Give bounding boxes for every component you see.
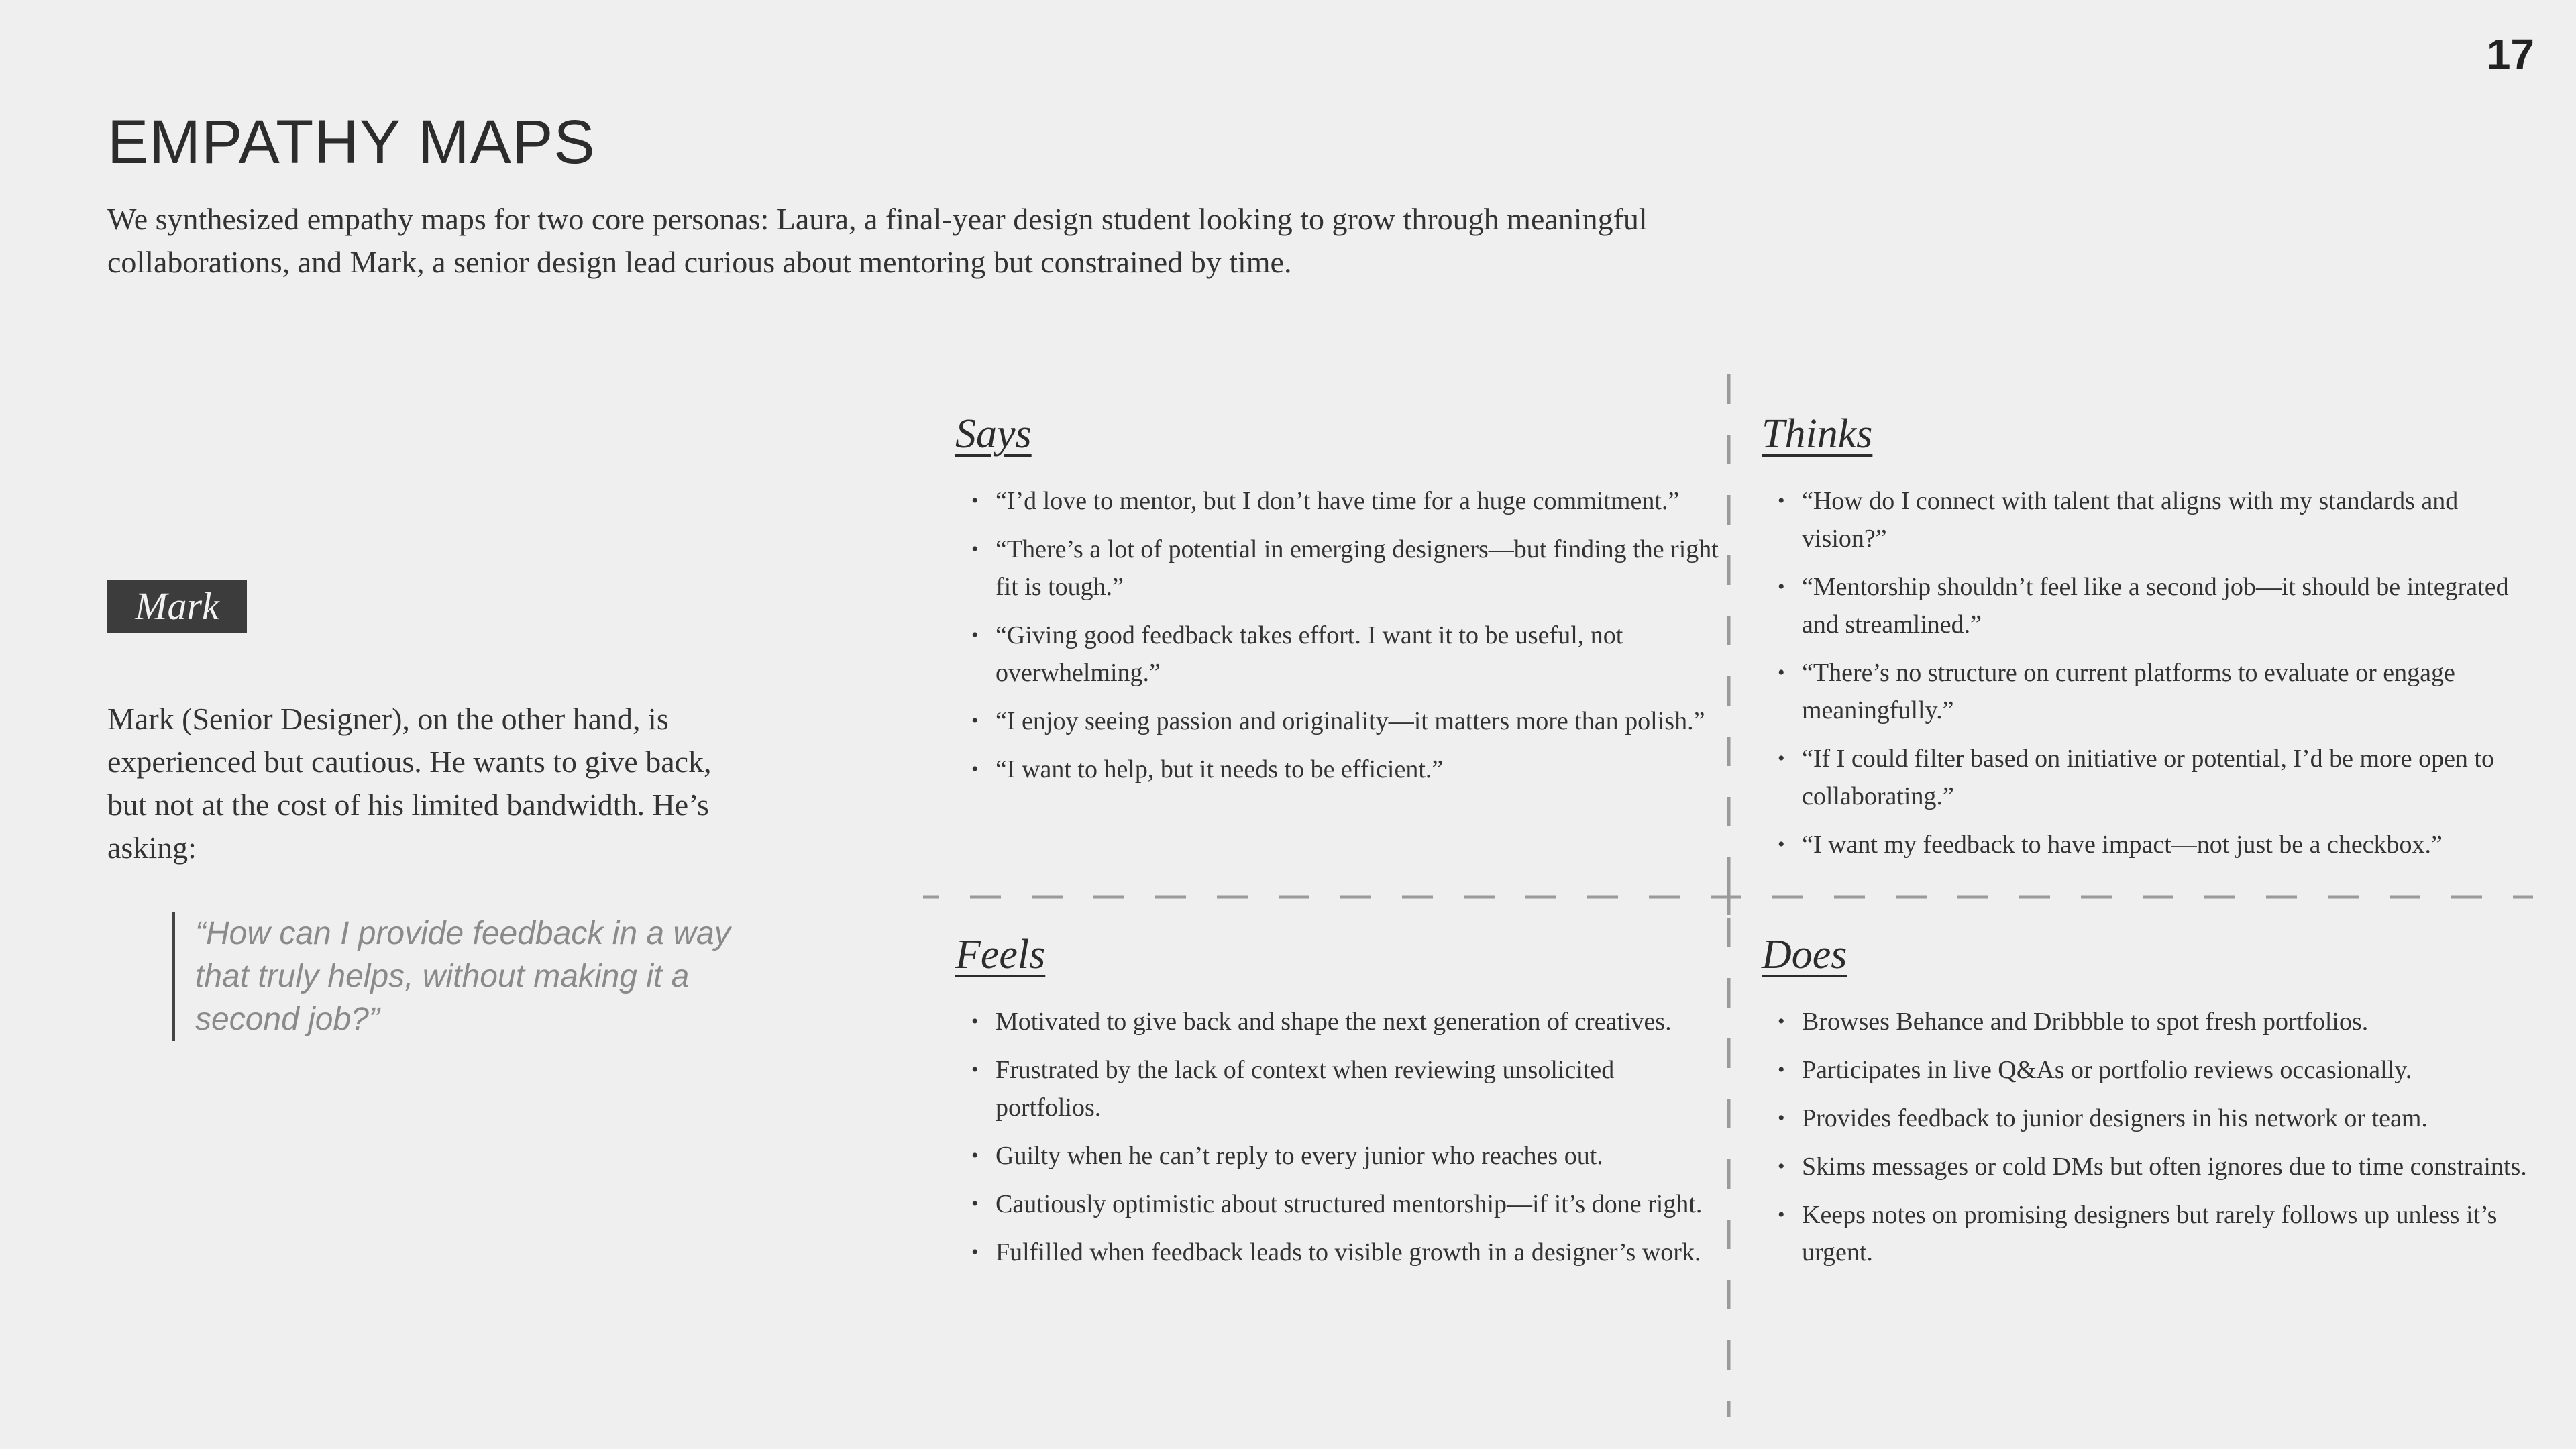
list-item: • “Giving good feedback takes effort. I want it to be useful, not overwhelming.” [996,616,1720,692]
list-item: • “Mentorship shouldn’t feel like a second job—it should be integrated and streamlined.” [1802,568,2533,643]
persona-quote: “How can I provide feedback in a way that truly helps, without making it a second job?” [172,912,745,1041]
quadrant-list [955,1003,1720,1271]
list-item: • “I’d love to mentor, but I don’t have time for a huge commitment.” [996,482,1720,520]
list-item: • Motivated to give back and shape the next generation of creatives. [996,1003,1720,1040]
list-item: • “I want to help, but it needs to be efficient.” [996,751,1720,788]
quadrant-heading: Feels [955,932,1046,977]
quadrant-heading: Does [1762,932,1847,977]
persona-label: Mark [107,580,247,633]
intro-paragraph: We synthesized empathy maps for two core personas: Laura, a final-year design student looking to grow through meaningful collaborations, and Mark, a senior design lead curious about mentoring but constrained by time. [107,202,1648,279]
quadrant-thinks [1762,411,2533,874]
list-item: • Frustrated by the lack of context when reviewing unsolicited portfolios. [996,1051,1720,1126]
list-item: • “How do I connect with talent that aligns with my standards and vision?” [1802,482,2533,557]
list-item: • “I enjoy seeing passion and originality—it matters more than polish.” [996,702,1720,740]
list-item: • Cautiously optimistic about structured mentorship—if it’s done right. [996,1185,1720,1223]
list-item: • Participates in live Q&As or portfolio reviews occasionally. [1802,1051,2533,1089]
list-item: • “I want my feedback to have impact—not just be a checkbox.” [1802,826,2533,863]
list-item: • “There’s no structure on current platforms to evaluate or engage meaningfully.” [1802,654,2533,729]
list-item: • “If I could filter based on initiative or potential, I’d be more open to collaborating.” [1802,740,2533,815]
page-number: 17 [2486,30,2534,78]
list-item: • “There’s a lot of potential in emerging designers—but finding the right fit is tough.” [996,531,1720,606]
list-item: • Skims messages or cold DMs but often ignores due to time constraints. [1802,1148,2533,1185]
page-title: EMPATHY MAPS [107,108,596,176]
list-item: • Provides feedback to junior designers in his network or team. [1802,1099,2533,1137]
quadrant-list [1762,1003,2533,1271]
persona-description: Mark (Senior Designer), on the other hand, is experienced but cautious. He wants to give back, but not at the cost of his limited bandwidth. He’s asking: [107,702,712,865]
quadrant-list [1762,482,2533,863]
quadrant-feels [955,931,1720,1282]
list-item: • Keeps notes on promising designers but rarely follows up unless it’s urgent. [1802,1196,2533,1271]
list-item: • Guilty when he can’t reply to every junior who reaches out. [996,1137,1720,1175]
quadrant-list [955,482,1720,788]
quadrant-heading: Says [955,411,1032,457]
list-item: • Fulfilled when feedback leads to visible growth in a designer’s work. [996,1234,1720,1271]
list-item: • Browses Behance and Dribbble to spot fresh portfolios. [1802,1003,2533,1040]
quadrant-heading: Thinks [1762,411,1873,457]
quadrant-does [1762,931,2533,1282]
quadrant-says [955,411,1720,799]
